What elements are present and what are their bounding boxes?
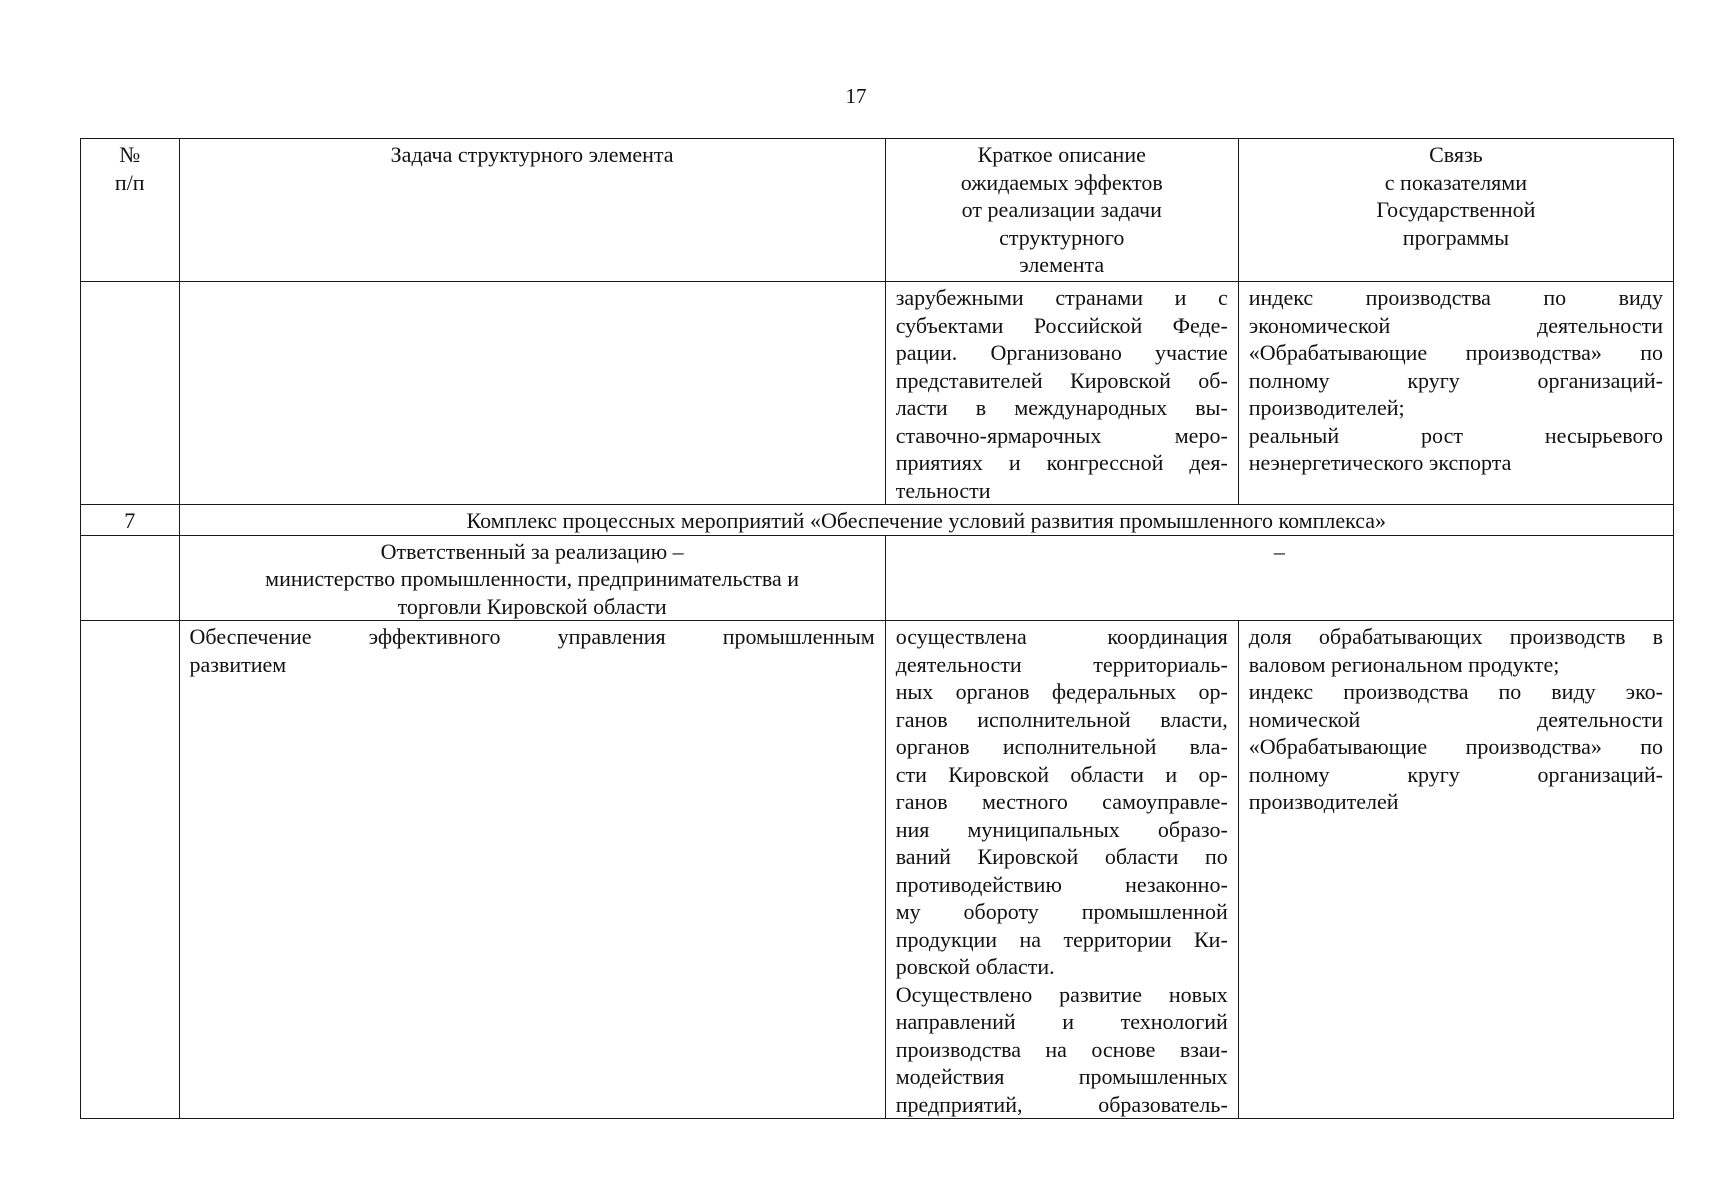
header-task [179, 139, 885, 282]
effects-line: представителей Кировской об- [895, 367, 1228, 393]
responsible-dash: – [885, 535, 1673, 621]
link-line: производителей [1248, 789, 1399, 814]
effects-line: приятиях и конгрессной дея- [895, 450, 1228, 475]
effects-line: тельности [895, 477, 991, 503]
table-row-continuation [81, 282, 1674, 505]
link-line: «Обрабатывающие производства» по [1248, 340, 1663, 365]
link-line: индекс производства по виду [1248, 285, 1663, 310]
table-row-section-7 [81, 505, 1674, 536]
effects-line: субъектами Российской Феде- [895, 312, 1228, 338]
table-row-task [81, 621, 1674, 1119]
link-line: неэнергетического экспорта [1248, 450, 1512, 475]
cell-task-empty [179, 282, 885, 505]
effects-line: ласти в международных вы- [895, 395, 1228, 420]
effects-line: Осуществлено развитие новых [895, 981, 1228, 1007]
effects-line: предприятий, образователь- [895, 1091, 1228, 1117]
link-line: индекс производства по виду эко- [1248, 679, 1663, 704]
header-link-line: с показателями [1384, 169, 1527, 195]
header-number-line: п/п [114, 169, 145, 195]
cell-task [179, 621, 885, 1119]
header-link [1238, 139, 1673, 282]
effects-line: деятельности территориаль- [895, 651, 1228, 677]
task-line: Обеспечение эффективного управления промышленным [189, 624, 875, 649]
cell-effects [885, 621, 1238, 1119]
header-link-line: Государственной [1376, 197, 1536, 222]
link-line: экономической деятельности [1248, 312, 1663, 338]
page-number: 17 [845, 84, 867, 108]
effects-line: ганов местного самоуправле- [895, 789, 1228, 814]
effects-line: противодействию незаконно- [895, 871, 1228, 897]
header-link-line: программы [1402, 224, 1509, 250]
effects-line: сти Кировской области и ор- [895, 761, 1228, 787]
header-effects-line: Краткое описание [977, 142, 1146, 167]
responsible-line: министерство промышленности, предпринимательства и [265, 566, 800, 591]
cell-number-empty [81, 535, 180, 621]
effects-line: ставочно-ярмарочных меро- [895, 422, 1228, 448]
section-number: 7 [81, 505, 180, 536]
cell-number-empty [81, 282, 180, 505]
table-row-responsible [81, 535, 1674, 621]
effects-line: модействия промышленных [895, 1064, 1228, 1089]
link-line: производителей; [1248, 395, 1405, 420]
effects-line: органов исполнительной вла- [895, 734, 1228, 759]
link-line: номической деятельности [1248, 706, 1663, 732]
effects-line: осуществлена координация [895, 624, 1228, 649]
header-effects [885, 139, 1238, 282]
cell-number-empty [81, 621, 180, 1119]
program-table [80, 138, 1674, 1119]
effects-line: ровской области. [895, 954, 1055, 979]
link-line: «Обрабатывающие производства» по [1248, 734, 1663, 759]
effects-line: ных органов федеральных ор- [895, 679, 1228, 704]
section-title: Комплекс процессных мероприятий «Обеспечение условий развития промышленного комплекса» [179, 505, 1673, 536]
effects-line: продукции на территории Ки- [895, 926, 1228, 952]
effects-line: ваний Кировской области по [895, 844, 1228, 869]
link-line: доля обрабатывающих производств в [1248, 624, 1663, 649]
effects-line: ганов исполнительной власти, [895, 706, 1228, 732]
task-line: развитием [189, 651, 287, 677]
effects-line: ния муниципальных образо- [895, 816, 1228, 842]
header-task-label: Задача структурного элемента [390, 142, 674, 167]
link-line: валовом региональном продукте; [1248, 651, 1560, 677]
header-number [81, 139, 180, 282]
link-line: полному кругу организаций- [1248, 761, 1663, 787]
header-number-line: № [119, 142, 141, 167]
header-effects-line: структурного [999, 224, 1125, 250]
effects-line: рации. Организовано участие [895, 340, 1228, 365]
link-line: полному кругу организаций- [1248, 367, 1663, 393]
cell-link [1238, 282, 1673, 505]
header-effects-line: от реализации задачи [961, 197, 1162, 222]
table-header-row [81, 139, 1674, 282]
effects-line: му обороту промышленной [895, 899, 1228, 924]
cell-link [1238, 621, 1673, 1119]
responsible-line: торговли Кировской области [397, 593, 667, 619]
header-effects-line: элемента [1019, 252, 1105, 277]
effects-line: производства на основе взаи- [895, 1036, 1228, 1062]
responsible-cell [179, 535, 885, 621]
effects-line: направлений и технологий [895, 1009, 1228, 1034]
header-link-line: Связь [1429, 142, 1483, 167]
link-line: реальный рост несырьевого [1248, 422, 1663, 448]
cell-effects [885, 282, 1238, 505]
effects-line: зарубежными странами и с [895, 285, 1228, 310]
responsible-line: Ответственный за реализацию – [380, 538, 684, 564]
header-effects-line: ожидаемых эффектов [960, 169, 1163, 195]
